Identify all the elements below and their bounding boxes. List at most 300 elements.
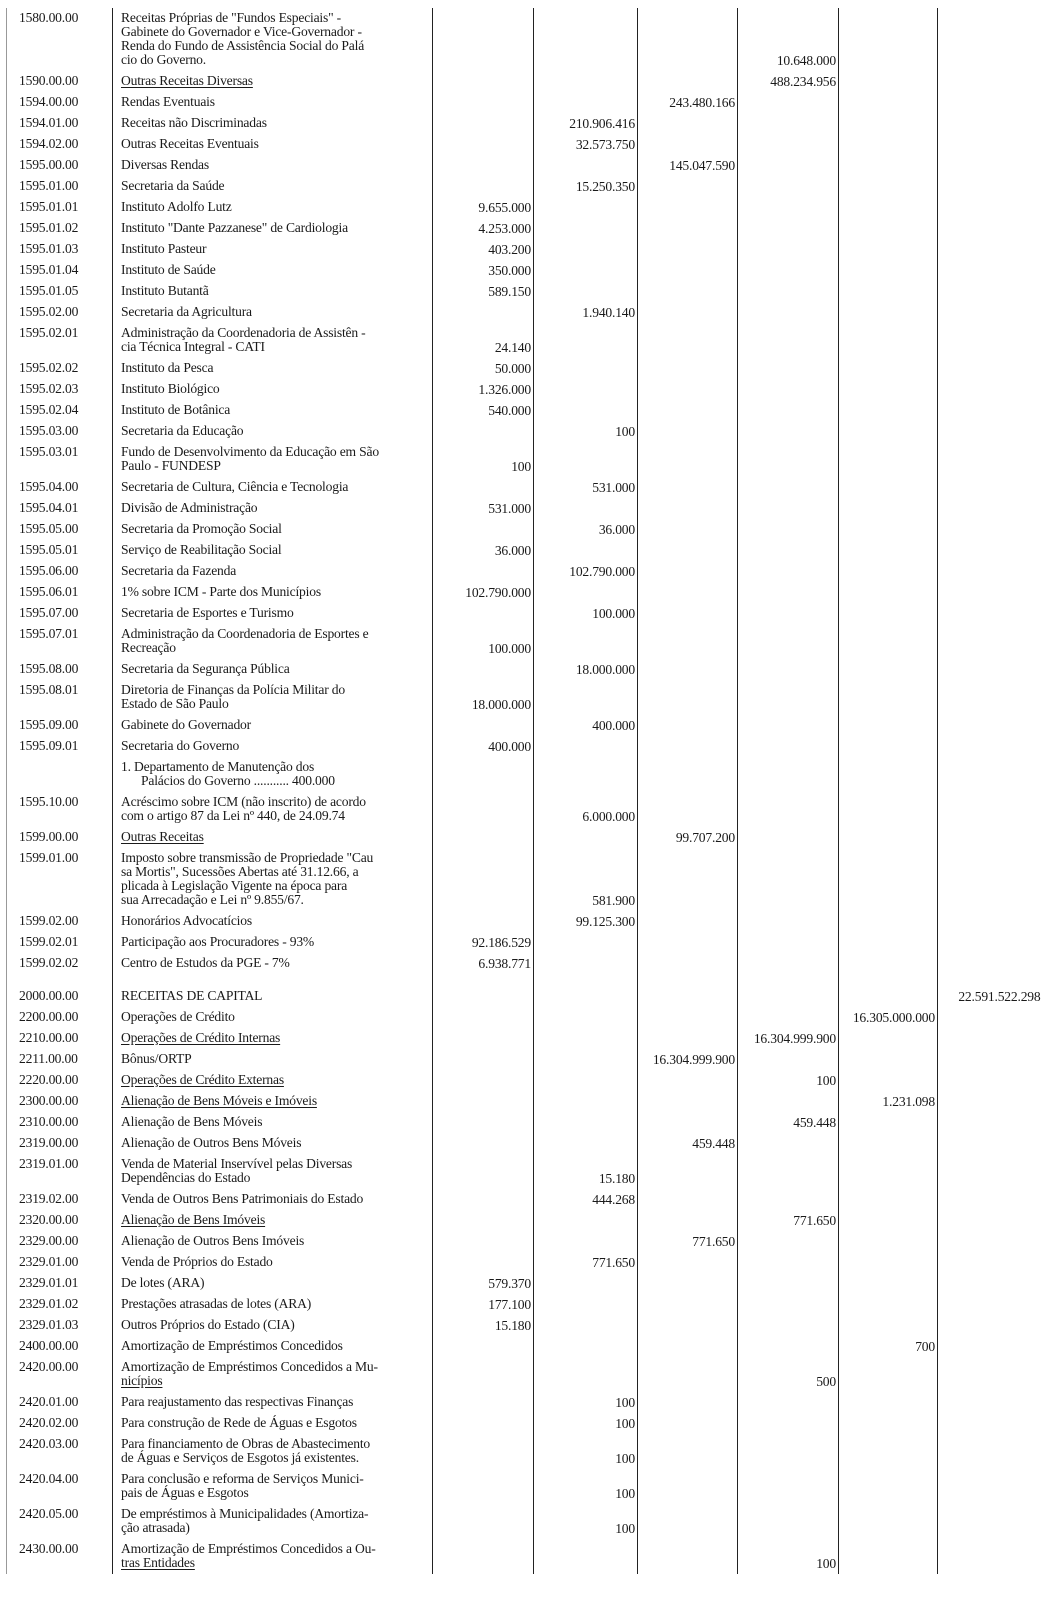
amount-column-4 <box>738 358 839 379</box>
table-row <box>7 1049 1043 1070</box>
table-row <box>7 197 1043 218</box>
table-row <box>7 1252 1043 1273</box>
table-row <box>7 260 1043 281</box>
amount-column-2 <box>534 155 638 176</box>
account-description <box>113 1392 433 1413</box>
account-description <box>113 827 433 848</box>
amount-column-1 <box>433 1133 534 1154</box>
amount-column-1 <box>433 1154 534 1189</box>
amount-column-1 <box>433 1252 534 1273</box>
amount-column-2: 6.000.000 <box>534 792 638 827</box>
account-code: 2329.00.00 <box>7 1231 113 1252</box>
amount-column-2: 1.940.140 <box>534 302 638 323</box>
amount-column-2: 32.573.750 <box>534 134 638 155</box>
amount-column-1 <box>433 1357 534 1392</box>
amount-column-3 <box>638 302 738 323</box>
amount-column-5 <box>839 1112 938 1133</box>
amount-column-4: 500 <box>738 1357 839 1392</box>
description-line: Fundo de Desenvolvimento da Educação em São <box>121 444 379 459</box>
amount-column-6 <box>938 1070 1043 1091</box>
amount-column-1: 400.000 <box>433 736 534 757</box>
description-line: 1. Departamento de Manutenção dos <box>121 759 315 774</box>
description-line: Outras Receitas Eventuais <box>121 136 259 151</box>
amount-column-2 <box>534 932 638 953</box>
account-code: 1595.03.01 <box>7 442 113 477</box>
account-description <box>113 8 433 71</box>
amount-column-5 <box>839 519 938 540</box>
amount-column-3 <box>638 659 738 680</box>
table-row <box>7 176 1043 197</box>
description-line: Paulo - FUNDESP <box>121 458 221 473</box>
amount-column-3 <box>638 624 738 659</box>
description-line: sa Mortis", Sucessões Abertas até 31.12.66, a <box>121 864 359 879</box>
table-row <box>7 1273 1043 1294</box>
account-description <box>113 1413 433 1434</box>
account-description <box>113 1112 433 1133</box>
table-row <box>7 358 1043 379</box>
amount-column-3: 243.480.166 <box>638 92 738 113</box>
amount-column-6 <box>938 659 1043 680</box>
account-description <box>113 561 433 582</box>
amount-column-2: 100 <box>534 1413 638 1434</box>
amount-column-1 <box>433 1112 534 1133</box>
description-line: Instituto Pasteur <box>121 241 207 256</box>
description-line: Venda de Material Inservível pelas Diversas <box>121 1156 353 1171</box>
amount-column-4: 16.304.999.900 <box>738 1028 839 1049</box>
amount-column-6 <box>938 302 1043 323</box>
amount-column-6 <box>938 827 1043 848</box>
description-line: Operações de Crédito Externas <box>121 1072 284 1087</box>
amount-column-2 <box>534 1273 638 1294</box>
amount-column-6 <box>938 176 1043 197</box>
amount-column-1: 177.100 <box>433 1294 534 1315</box>
table-row <box>7 71 1043 92</box>
account-description <box>113 603 433 624</box>
account-code: 1580.00.00 <box>7 8 113 71</box>
amount-column-2: 100 <box>534 1469 638 1504</box>
amount-column-5 <box>839 1357 938 1392</box>
amount-column-4 <box>738 540 839 561</box>
amount-column-2 <box>534 1315 638 1336</box>
spacer-cell <box>839 974 938 986</box>
amount-column-5 <box>839 302 938 323</box>
amount-column-2: 100 <box>534 1504 638 1539</box>
amount-column-1 <box>433 71 534 92</box>
account-description <box>113 1007 433 1028</box>
amount-column-2: 36.000 <box>534 519 638 540</box>
amount-column-2: 100 <box>534 1392 638 1413</box>
description-line: Instituto Biológico <box>121 381 220 396</box>
amount-column-2: 771.650 <box>534 1252 638 1273</box>
amount-column-6 <box>938 680 1043 715</box>
account-description <box>113 1294 433 1315</box>
table-row <box>7 792 1043 827</box>
account-description <box>113 1210 433 1231</box>
amount-column-4 <box>738 302 839 323</box>
amount-column-3 <box>638 400 738 421</box>
account-code: 1595.04.01 <box>7 498 113 519</box>
description-line: sua Arrecadação e Lei nº 9.855/67. <box>121 892 304 907</box>
account-description <box>113 323 433 358</box>
account-code: 2420.05.00 <box>7 1504 113 1539</box>
amount-column-6 <box>938 323 1043 358</box>
account-code: 1595.05.00 <box>7 519 113 540</box>
account-code: 2200.00.00 <box>7 1007 113 1028</box>
amount-column-3 <box>638 519 738 540</box>
account-description <box>113 1189 433 1210</box>
amount-column-3 <box>638 1189 738 1210</box>
amount-column-3 <box>638 1469 738 1504</box>
amount-column-3 <box>638 379 738 400</box>
description-line: Renda do Fundo de Assistência Social do Palá <box>121 38 365 53</box>
amount-column-3 <box>638 848 738 911</box>
account-code: 1599.01.00 <box>7 848 113 911</box>
amount-column-6 <box>938 155 1043 176</box>
amount-column-5 <box>839 113 938 134</box>
description-line: De empréstimos à Municipalidades (Amortiza- <box>121 1506 369 1521</box>
amount-column-4 <box>738 197 839 218</box>
description-line: tras Entidades <box>121 1555 195 1570</box>
account-description <box>113 792 433 827</box>
section-spacer <box>7 974 1043 986</box>
amount-column-4: 488.234.956 <box>738 71 839 92</box>
amount-column-5: 16.305.000.000 <box>839 1007 938 1028</box>
amount-column-2 <box>534 71 638 92</box>
account-code: 1595.08.01 <box>7 680 113 715</box>
amount-column-4 <box>738 1315 839 1336</box>
description-line: Para conclusão e reforma de Serviços Munici- <box>121 1471 364 1486</box>
spacer-cell <box>7 974 113 986</box>
amount-column-4 <box>738 239 839 260</box>
amount-column-2 <box>534 1049 638 1070</box>
amount-column-3 <box>638 358 738 379</box>
amount-column-4 <box>738 624 839 659</box>
table-row <box>7 911 1043 932</box>
table-row <box>7 400 1043 421</box>
account-code: 1595.06.01 <box>7 582 113 603</box>
amount-column-6 <box>938 1231 1043 1252</box>
amount-column-2: 102.790.000 <box>534 561 638 582</box>
amount-column-6 <box>938 715 1043 736</box>
description-line: Instituto Butantã <box>121 283 209 298</box>
amount-column-6 <box>938 911 1043 932</box>
table-row <box>7 1336 1043 1357</box>
amount-column-4 <box>738 176 839 197</box>
account-code: 2300.00.00 <box>7 1091 113 1112</box>
description-line: Operações de Crédito <box>121 1009 235 1024</box>
amount-column-4 <box>738 218 839 239</box>
amount-column-6 <box>938 358 1043 379</box>
amount-column-4 <box>738 1434 839 1469</box>
account-code: 1595.00.00 <box>7 155 113 176</box>
table-row <box>7 1413 1043 1434</box>
amount-column-3 <box>638 757 738 792</box>
amount-column-3 <box>638 986 738 1007</box>
amount-column-4 <box>738 477 839 498</box>
description-line: Instituto de Saúde <box>121 262 216 277</box>
amount-column-6 <box>938 442 1043 477</box>
amount-column-6 <box>938 197 1043 218</box>
account-description <box>113 582 433 603</box>
table-row <box>7 715 1043 736</box>
amount-column-4 <box>738 827 839 848</box>
amount-column-5 <box>839 624 938 659</box>
description-line: Diversas Rendas <box>121 157 209 172</box>
amount-column-4 <box>738 1336 839 1357</box>
amount-column-5 <box>839 911 938 932</box>
amount-column-1: 24.140 <box>433 323 534 358</box>
amount-column-2 <box>534 1028 638 1049</box>
amount-column-4 <box>738 848 839 911</box>
account-code: 2310.00.00 <box>7 1112 113 1133</box>
account-description <box>113 953 433 974</box>
table-row <box>7 1091 1043 1112</box>
table-row <box>7 498 1043 519</box>
description-line: Centro de Estudos da PGE - 7% <box>121 955 290 970</box>
amount-column-2: 400.000 <box>534 715 638 736</box>
amount-column-4 <box>738 1413 839 1434</box>
amount-column-4 <box>738 379 839 400</box>
table-row <box>7 1112 1043 1133</box>
amount-column-1 <box>433 1392 534 1413</box>
account-code: 2319.00.00 <box>7 1133 113 1154</box>
amount-column-5 <box>839 1210 938 1231</box>
amount-column-3 <box>638 680 738 715</box>
amount-column-3 <box>638 1294 738 1315</box>
amount-column-2 <box>534 197 638 218</box>
amount-column-1: 403.200 <box>433 239 534 260</box>
amount-column-1 <box>433 1070 534 1091</box>
amount-column-2 <box>534 1357 638 1392</box>
amount-column-2 <box>534 92 638 113</box>
table-row <box>7 986 1043 1007</box>
amount-column-3 <box>638 932 738 953</box>
amount-column-4: 771.650 <box>738 1210 839 1231</box>
table-row <box>7 659 1043 680</box>
amount-column-1: 1.326.000 <box>433 379 534 400</box>
table-row <box>7 1434 1043 1469</box>
amount-column-4 <box>738 736 839 757</box>
amount-column-3 <box>638 792 738 827</box>
amount-column-6 <box>938 1315 1043 1336</box>
table-row <box>7 736 1043 757</box>
amount-column-5 <box>839 1133 938 1154</box>
amount-column-1 <box>433 1504 534 1539</box>
table-row <box>7 1357 1043 1392</box>
amount-column-2 <box>534 1070 638 1091</box>
amount-column-4: 100 <box>738 1070 839 1091</box>
amount-column-3 <box>638 1434 738 1469</box>
amount-column-2 <box>534 281 638 302</box>
amount-column-5 <box>839 715 938 736</box>
amount-column-6 <box>938 1210 1043 1231</box>
amount-column-6 <box>938 1504 1043 1539</box>
amount-column-3: 771.650 <box>638 1231 738 1252</box>
amount-column-1: 100 <box>433 442 534 477</box>
amount-column-2 <box>534 379 638 400</box>
table-row <box>7 848 1043 911</box>
table-row <box>7 1154 1043 1189</box>
amount-column-1 <box>433 134 534 155</box>
amount-column-3 <box>638 1154 738 1189</box>
amount-column-3 <box>638 1007 738 1028</box>
amount-column-4 <box>738 680 839 715</box>
account-description <box>113 71 433 92</box>
table-row <box>7 1028 1043 1049</box>
amount-column-5 <box>839 134 938 155</box>
amount-column-2 <box>534 260 638 281</box>
account-code: 2329.01.00 <box>7 1252 113 1273</box>
account-code: 1595.02.02 <box>7 358 113 379</box>
amount-column-3 <box>638 442 738 477</box>
description-line: Instituto de Botânica <box>121 402 231 417</box>
description-line: Outras Receitas <box>121 829 204 844</box>
amount-column-1 <box>433 1091 534 1112</box>
amount-column-2 <box>534 953 638 974</box>
description-line: com o artigo 87 da Lei nº 440, de 24.09.74 <box>121 808 345 823</box>
amount-column-2: 444.268 <box>534 1189 638 1210</box>
amount-column-2 <box>534 757 638 792</box>
table-row <box>7 281 1043 302</box>
account-description <box>113 932 433 953</box>
amount-column-6 <box>938 792 1043 827</box>
amount-column-4 <box>738 1189 839 1210</box>
table-row <box>7 1294 1043 1315</box>
description-line: Gabinete do Governador e Vice-Governador - <box>121 24 362 39</box>
amount-column-5 <box>839 1315 938 1336</box>
table-row <box>7 155 1043 176</box>
amount-column-1: 100.000 <box>433 624 534 659</box>
amount-column-5 <box>839 281 938 302</box>
account-code: 2319.02.00 <box>7 1189 113 1210</box>
description-line: Secretaria da Segurança Pública <box>121 661 290 676</box>
account-description <box>113 1434 433 1469</box>
account-code: 2420.04.00 <box>7 1469 113 1504</box>
amount-column-4: 10.648.000 <box>738 8 839 71</box>
account-code: 1595.02.03 <box>7 379 113 400</box>
account-description <box>113 1469 433 1504</box>
amount-column-4 <box>738 442 839 477</box>
amount-column-2: 581.900 <box>534 848 638 911</box>
amount-column-1 <box>433 1049 534 1070</box>
amount-column-1: 4.253.000 <box>433 218 534 239</box>
account-code: 1595.05.01 <box>7 540 113 561</box>
table-row <box>7 953 1043 974</box>
description-line: Amortização de Empréstimos Concedidos <box>121 1338 343 1353</box>
amount-column-1 <box>433 176 534 197</box>
amount-column-2: 99.125.300 <box>534 911 638 932</box>
amount-column-1 <box>433 1539 534 1574</box>
description-line: Instituto da Pesca <box>121 360 214 375</box>
amount-column-5: 1.231.098 <box>839 1091 938 1112</box>
description-line: cia Técnica Integral - CATI <box>121 339 265 354</box>
amount-column-6 <box>938 736 1043 757</box>
description-line: Acréscimo sobre ICM (não inscrito) de acordo <box>121 794 366 809</box>
budget-revenue-table <box>6 8 1043 1574</box>
amount-column-1 <box>433 519 534 540</box>
amount-column-3 <box>638 281 738 302</box>
amount-column-4 <box>738 561 839 582</box>
amount-column-3 <box>638 176 738 197</box>
description-line: Secretaria da Educação <box>121 423 244 438</box>
account-code: 2420.03.00 <box>7 1434 113 1469</box>
table-row <box>7 680 1043 715</box>
description-line: Alienação de Outros Bens Imóveis <box>121 1233 305 1248</box>
amount-column-4 <box>738 92 839 113</box>
description-line: Operações de Crédito Internas <box>121 1030 281 1045</box>
account-description <box>113 1315 433 1336</box>
table-row <box>7 603 1043 624</box>
amount-column-5 <box>839 218 938 239</box>
amount-column-6 <box>938 561 1043 582</box>
table-row <box>7 1469 1043 1504</box>
account-description <box>113 155 433 176</box>
amount-column-5 <box>839 92 938 113</box>
description-line: Secretaria da Saúde <box>121 178 225 193</box>
amount-column-4 <box>738 953 839 974</box>
account-code: 1594.01.00 <box>7 113 113 134</box>
amount-column-3 <box>638 911 738 932</box>
amount-column-2: 531.000 <box>534 477 638 498</box>
amount-column-6 <box>938 8 1043 71</box>
table-row <box>7 1315 1043 1336</box>
amount-column-2 <box>534 1112 638 1133</box>
account-code: 1595.02.01 <box>7 323 113 358</box>
description-line: Instituto "Dante Pazzanese" de Cardiologia <box>121 220 348 235</box>
account-code: 2211.00.00 <box>7 1049 113 1070</box>
account-code <box>7 757 113 792</box>
description-line: Para reajustamento das respectivas Finanças <box>121 1394 354 1409</box>
amount-column-5 <box>839 1049 938 1070</box>
table-row <box>7 519 1043 540</box>
amount-column-5 <box>839 1469 938 1504</box>
amount-column-2: 100 <box>534 421 638 442</box>
amount-column-6 <box>938 953 1043 974</box>
amount-column-3: 459.448 <box>638 1133 738 1154</box>
amount-column-4 <box>738 986 839 1007</box>
amount-column-5 <box>839 1252 938 1273</box>
amount-column-4 <box>738 134 839 155</box>
account-description <box>113 1028 433 1049</box>
account-description <box>113 400 433 421</box>
amount-column-4 <box>738 1154 839 1189</box>
amount-column-2 <box>534 1210 638 1231</box>
amount-column-4 <box>738 1252 839 1273</box>
account-description <box>113 680 433 715</box>
amount-column-4 <box>738 1273 839 1294</box>
amount-column-2 <box>534 1007 638 1028</box>
amount-column-2 <box>534 736 638 757</box>
amount-column-2 <box>534 1133 638 1154</box>
table-row <box>7 1231 1043 1252</box>
account-description <box>113 1231 433 1252</box>
description-line: Administração da Coordenadoria de Esportes e <box>121 626 369 641</box>
amount-column-5 <box>839 155 938 176</box>
amount-column-4 <box>738 519 839 540</box>
account-code: 1595.01.00 <box>7 176 113 197</box>
description-line: cio do Governo. <box>121 52 206 67</box>
table-row <box>7 92 1043 113</box>
amount-column-6 <box>938 1357 1043 1392</box>
account-code: 2000.00.00 <box>7 986 113 1007</box>
account-description <box>113 540 433 561</box>
account-description <box>113 986 433 1007</box>
description-line: Secretaria da Promoção Social <box>121 521 282 536</box>
table-row <box>7 1392 1043 1413</box>
amount-column-6 <box>938 1539 1043 1574</box>
amount-column-3 <box>638 218 738 239</box>
description-line: Participação aos Procuradores - 93% <box>121 934 315 949</box>
